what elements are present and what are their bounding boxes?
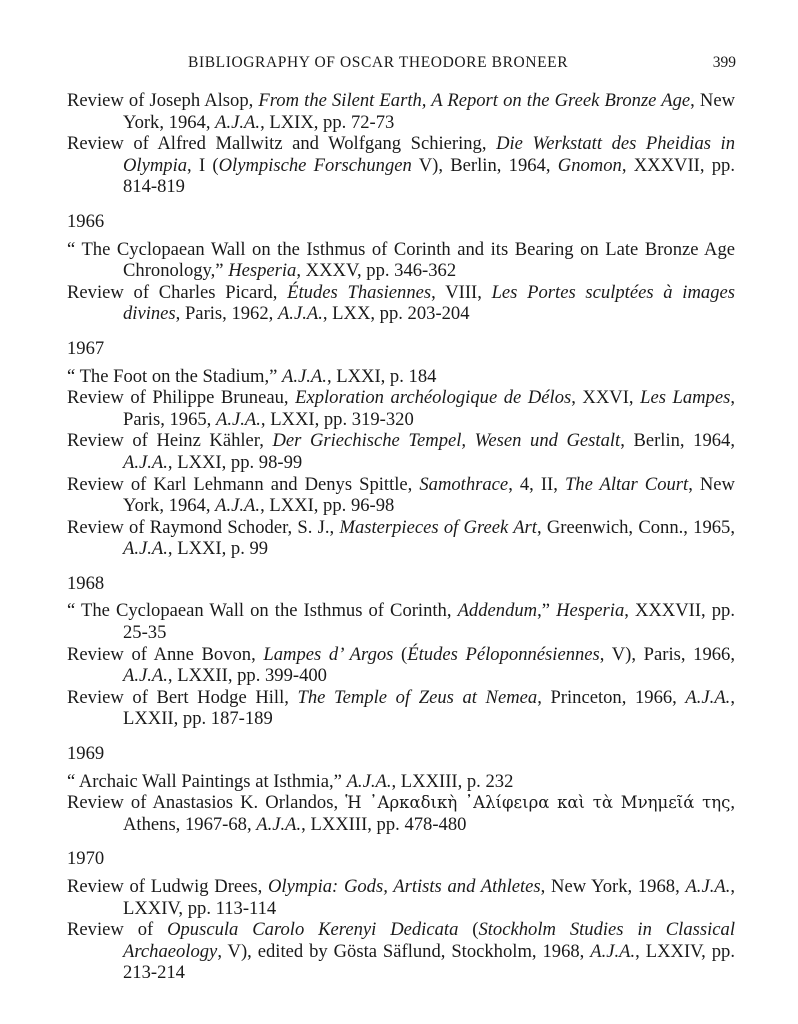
entry-text: ,” xyxy=(537,600,557,622)
bibliography-entry xyxy=(67,771,735,793)
bibliography-entry xyxy=(67,387,735,430)
entry-text: “ The Cyclopaean Wall on the Isthmus of Corinth and its Bearing on Late Bronze Age Chronology,” xyxy=(67,238,735,282)
entry-text: , New York, 1964, xyxy=(123,473,735,517)
bibliography-entry xyxy=(67,600,735,643)
entry-text: , LXXI, pp. 319-320 xyxy=(260,408,414,430)
italic-title: The Temple of Zeus at Nemea xyxy=(297,686,538,708)
italic-title: Addendum xyxy=(457,600,538,622)
italic-title: From the Silent Earth, A Report on the Greek Bronze Age xyxy=(258,90,691,111)
italic-title: A.J.A. xyxy=(215,111,261,133)
entry-text: , LXXIII, pp. 478-480 xyxy=(301,813,467,835)
entry-text: Review of Alfred Mallwitz and Wolfgang Schiering, xyxy=(67,133,497,155)
bibliography-entry xyxy=(67,282,735,325)
year-heading: 1969 xyxy=(67,743,105,765)
bibliography-entry xyxy=(67,517,735,560)
entry-text: Review of Charles Picard, xyxy=(67,281,288,303)
greek-title: Ἡ ᾿Αρκαδικὴ ᾿Αλίφειρα καὶ τὰ Μνημεῖά της xyxy=(345,793,731,813)
italic-title: A.J.A. xyxy=(123,665,168,687)
italic-title: Opuscula Carolo Kerenyi Dedicata xyxy=(167,919,459,941)
italic-title: Stockholm Studies in Classical Archaeology xyxy=(123,919,735,962)
entry-text: , Berlin, 1964, xyxy=(620,430,735,452)
entry-text: , Paris, 1962, xyxy=(175,303,278,325)
italic-title: Samothrace xyxy=(419,473,509,495)
italic-title: A.J.A. xyxy=(123,451,168,473)
year-heading: 1967 xyxy=(67,337,105,359)
italic-title: A.J.A. xyxy=(685,686,731,708)
year-heading: 1970 xyxy=(67,848,105,870)
entry-text: , Athens, 1967-68, xyxy=(123,792,735,835)
bibliography-entry xyxy=(67,430,735,473)
entry-text: , LXXI, pp. 98-99 xyxy=(167,451,303,473)
entry-text: , I ( xyxy=(187,154,219,176)
entry-text: , XXXVII, pp. 814-819 xyxy=(123,154,735,198)
entry-text: Review of Joseph Alsop, xyxy=(67,90,259,111)
italic-title: Les Portes sculptées à images divines xyxy=(123,281,735,325)
entry-text: Review of Ludwig Drees, xyxy=(67,876,268,897)
entry-text: , Greenwich, Conn., 1965, xyxy=(536,516,736,538)
italic-title: Lampes d’ Argos xyxy=(263,643,394,665)
italic-title: Gnomon xyxy=(557,154,622,176)
italic-title: A.J.A. xyxy=(590,940,636,962)
entry-text: , XXXV, pp. 346-362 xyxy=(296,260,457,282)
italic-title: Études Péloponnésiennes xyxy=(407,643,600,665)
italic-title: Hesperia xyxy=(556,600,625,622)
italic-title: A.J.A. xyxy=(215,495,261,517)
entry-text: Review of Raymond Schoder, S. J., xyxy=(67,516,340,538)
page-number: 399 xyxy=(712,54,736,71)
entry-text: , LXXIV, pp. 113-114 xyxy=(123,876,736,919)
entry-text: , New York, 1968, xyxy=(540,876,686,897)
entry-text: , LXXI, p. 184 xyxy=(326,365,437,387)
entry-text: Review of xyxy=(67,919,168,941)
italic-title: Olympia: Gods, Artists and Athletes xyxy=(268,876,541,897)
entry-text: , V), edited by Gösta Säflund, Stockholm, 1968, xyxy=(217,940,591,962)
bibliography-entry xyxy=(67,919,735,984)
bibliography-entry xyxy=(67,366,735,388)
entry-text: ( xyxy=(393,643,408,665)
entry-text: , Paris, 1965, xyxy=(123,387,735,430)
bibliography-entry xyxy=(67,90,735,133)
entry-text: , LXXIV, pp. 213-214 xyxy=(123,940,735,984)
entry-text: Review of Heinz Kähler, xyxy=(67,430,273,452)
entry-text: , XXVI, xyxy=(571,387,641,409)
bibliography-entry xyxy=(67,644,735,687)
italic-title: Masterpieces of Greek Art xyxy=(339,516,537,538)
entry-text: , XXXVII, pp. 25-35 xyxy=(123,600,735,644)
entry-text: ( xyxy=(458,919,479,941)
italic-title: The Altar Court xyxy=(564,473,689,495)
year-heading: 1968 xyxy=(67,572,105,594)
italic-title: Exploration archéologique de Délos xyxy=(295,387,572,409)
entry-text: , LXXI, pp. 96-98 xyxy=(260,495,395,517)
entry-text: , LXX, pp. 203-204 xyxy=(322,303,470,325)
entry-text: , LXXIII, p. 232 xyxy=(391,770,514,792)
entry-text: , Princeton, 1966, xyxy=(537,686,686,708)
entry-text: “ Archaic Wall Paintings at Isthmia,” xyxy=(67,770,347,792)
entry-text: “ The Cyclopaean Wall on the Isthmus of Corinth, xyxy=(67,600,458,622)
italic-title: A.J.A. xyxy=(346,770,392,792)
italic-title: Olympische Forschungen xyxy=(218,154,412,176)
italic-title: A.J.A. xyxy=(215,408,261,430)
bibliography-entry xyxy=(67,876,735,919)
bibliography-content xyxy=(67,90,735,984)
bibliography-entry xyxy=(67,687,735,730)
entry-text: “ The Foot on the Stadium,” xyxy=(67,365,283,387)
entry-text: Review of Bert Hodge Hill, xyxy=(67,686,298,708)
italic-title: A.J.A. xyxy=(282,365,327,387)
entry-text: , 4, II, xyxy=(508,473,565,495)
entry-text: , LXXI, p. 99 xyxy=(167,538,269,560)
entry-text: , LXXII, pp. 399-400 xyxy=(167,665,327,687)
italic-title: Hesperia xyxy=(228,260,297,282)
bibliography-entry xyxy=(67,133,735,198)
italic-title: A.J.A. xyxy=(685,876,731,897)
italic-title: Die Werkstatt des Pheidias in Olympia xyxy=(123,133,735,176)
italic-title: Études Thasiennes xyxy=(287,281,432,303)
entry-text: , LXXII, pp. 187-189 xyxy=(123,686,735,730)
entry-text: , V), Paris, 1966, xyxy=(599,643,736,665)
entry-text: Review of Anne Bovon, xyxy=(67,643,264,665)
entry-text: V), Berlin, 1964, xyxy=(411,154,558,176)
italic-title: Der Griechische Tempel, Wesen und Gestalt xyxy=(272,430,621,452)
year-heading: 1966 xyxy=(67,210,105,232)
entry-text: Review of Philippe Bruneau, xyxy=(67,387,296,409)
italic-title: A.J.A. xyxy=(256,813,302,835)
bibliography-entry xyxy=(67,239,735,282)
running-title: BIBLIOGRAPHY OF OSCAR THEODORE BRONEER xyxy=(188,54,569,71)
entry-text: Review of Karl Lehmann and Denys Spittle, xyxy=(67,473,420,495)
bibliography-entry xyxy=(67,792,735,835)
italic-title: A.J.A. xyxy=(277,303,323,325)
entry-text: , VIII, xyxy=(431,281,492,303)
bibliography-entry xyxy=(67,474,735,517)
entry-text: Review of Anastasios K. Orlandos, xyxy=(67,792,346,814)
italic-title: Les Lampes xyxy=(640,387,731,409)
italic-title: A.J.A. xyxy=(123,538,168,560)
running-header xyxy=(188,54,736,74)
entry-text: , New York, 1964, xyxy=(123,90,735,133)
entry-text: , LXIX, pp. 72-73 xyxy=(260,111,395,133)
